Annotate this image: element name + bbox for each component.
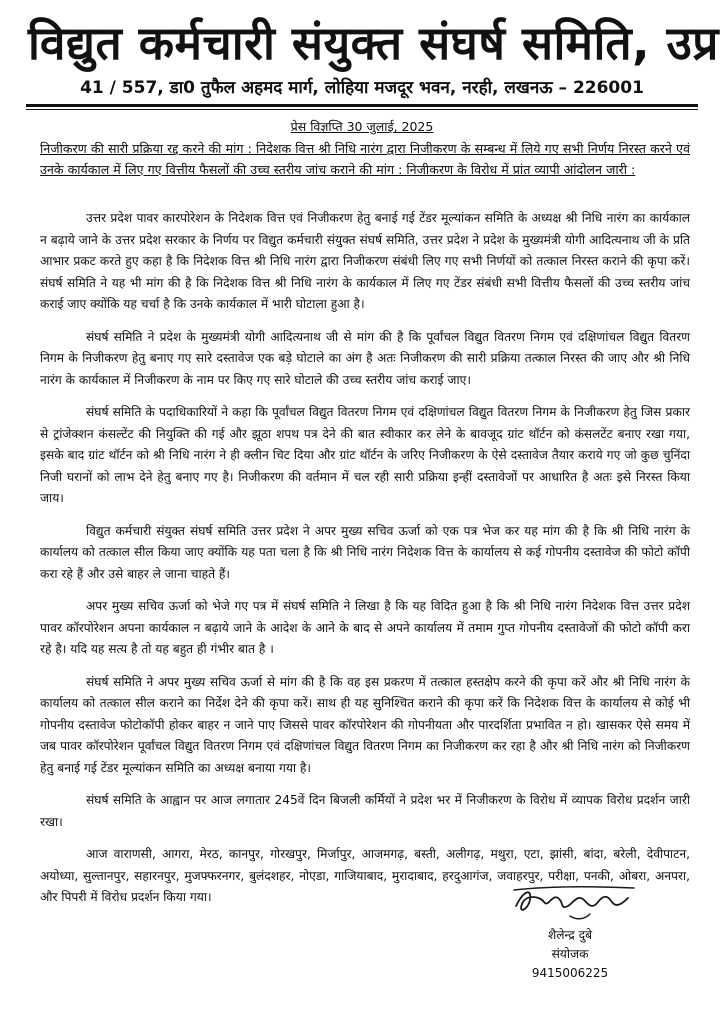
header-rule-thin (26, 109, 698, 110)
signatory-role: संयोजक (551, 947, 589, 961)
press-release-date: प्रेस विज्ञप्ति 30 जुलाई, 2025 (290, 119, 434, 134)
paragraph-7: संघर्ष समिति के आह्वान पर आज लगातार 245वें दिन बिजली कर्मियों ने प्रदेश भर में निजीकरण के विरोध में व्यापक विरोध प्रदर्शन जारी रखा। (40, 793, 690, 829)
header-rule (26, 104, 698, 107)
organization-address: 41 / 557, डा0 तुफैल अहमद मार्ग, लोहिया मजदूर भवन, नरही, लखनऊ – 226001 (80, 78, 644, 98)
paragraph-6: संघर्ष समिति ने अपर मुख्य सचिव ऊर्जा से मांग की है कि वह इस प्रकरण में तत्काल हस्तक्षेप करने की कृपा करें और श्री निधि नारंग के कार्यालय को तत्काल सील कराने का निर्देश देने की कृपा करें। साथ ही यह सुनिश्चित कराने की कृपा करें कि निदेशक वित्त के कार्यालय से कोई भी गोपनीय दस्तावेज फोटोकॉपी होकर बाहर न जाने पाए जिससे पावर कॉरपोरेशन की गोपनीयता और पारदर्शिता प्रभावित न हो। खासकर ऐसे समय में जब पावर कॉरपोरेशन पूर्वांचल विद्युत वितरण निगम एवं दक्षिणांचल विद्युत वितरण निगम का निजीकरण कर रहा है और श्री निधि नारंग को निजीकरण हेतु बनाई गई टेंडर मूल्यांकन समिति का अध्यक्ष बनाया गया है। (40, 674, 690, 775)
paragraph-4: विद्युत कर्मचारी संयुक्त संघर्ष समिति उत्तर प्रदेश ने अपर मुख्य सचिव ऊर्जा को एक पत्र भेज कर यह मांग की है कि श्री निधि नारंग के कार्यालय को तत्काल सील किया जाए क्योंकि यह पता चला है कि श्री निधि नारंग निदेशक वित्त के कार्यालय से कई गोपनीय दस्तावेज की फोटो कॉपी करा रहे हैं और उसे बाहर ले जाना चाहते हैं। (40, 523, 690, 581)
paragraph-1: उत्तर प्रदेश पावर कारपोरेशन के निदेशक वित्त एवं निजीकरण हेतु बनाई गई टेंडर मूल्यांकन समिति के अध्यक्ष श्री निधि नारंग का कार्यकाल न बढ़ाये जाने के उत्तर प्रदेश सरकार के निर्णय पर विद्युत कर्मचारी संयुक्त संघर्ष समिति, उत्तर प्रदेश ने प्रदेश के मुख्यमंत्री योगी आदित्यनाथ जी के प्रति आभार प्रकट करते हुए कहा है कि निदेशक वित्त श्री निधि नारंग द्वारा निजीकरण संबंधी लिए गए सभी निर्णयों को तत्काल निरस्त कराने की कृपा करें। संघर्ष समिति ने यह भी मांग की है कि निदेशक वित्त श्री निधि नारंग के कार्यकाल में लिए गए टेंडर संबंधी सभी वित्तीय फैसलों की उच्च स्तरीय जांच कराई जाए क्योंकि यह चर्चा है कि उनके कार्यकाल में भारी घोटाला हुआ है। (40, 211, 690, 311)
body-text (40, 208, 690, 920)
headline (40, 139, 690, 180)
paragraph-3: संघर्ष समिति के पदाधिकारियों ने कहा कि पूर्वांचल विद्युत वितरण निगम एवं दक्षिणांचल विद्युत वितरण निगम के निजीकरण हेतु जिस प्रकार से ट्रांजेक्शन कंसल्टेंट की नियुक्ति की गई और झूठा शपथ पत्र देने की बात स्वीकार कर लेने के बावजूद ग्रांट थॉर्टन को कंसलटेंट बनाए रखा गया, इसके बाद ग्रांट थॉर्टन को श्री निधि नारंग ने ही क्लीन चिट दिया और ग्रांट थॉर्टन के जरिए निजीकरण के ऐसे दस्तावेज तैयार कराये गए जो कुछ चुनिंदा निजी घरानों को लाभ देने हेतु बनाए गए है। निजीकरण की वर्तमान में चल रही सारी प्रक्रिया इन्हीं दस्तावेजों पर आधारित है अतः इसे निरस्त किया जाय। (40, 405, 690, 505)
headline-text: निजीकरण की सारी प्रक्रिया रद्द करने की मांग : निदेशक वित्त श्री निधि नारंग द्वारा निजीकरण के सम्बन्ध में लिये गए सभी निर्णय निरस्त करने एवं उनके कार्यकाल में लिए गए वित्तीय फैसलों की उच्च स्तरीय जांच कराने की मांग : निजीकरण के विरोध में प्रांत व्यापी आंदोलन जारी : (40, 141, 690, 177)
signatory-name: शैलेन्द्र दुबे (547, 928, 593, 942)
organization-name: विद्युत कर्मचारी संयुक्त संघर्ष समिति, उप्र (28, 16, 719, 70)
signatory-phone: 9415006225 (531, 966, 609, 980)
handwritten-signature (510, 876, 640, 924)
paragraph-2: संघर्ष समिति ने प्रदेश के मुख्यमंत्री योगी आदित्यनाथ जी से मांग की है कि पूर्वांचल विद्युत वितरण निगम एवं दक्षिणांचल विद्युत वितरण निगम के निजीकरण हेतु बनाए गए सारे दस्तावेज एक बड़े घोटाले का अंग है अतः निजीकरण की सारी प्रक्रिया तत्काल निरस्त की जाए और श्री निधि नारंग के कार्यकाल में निजीकरण के नाम पर किए गए सारे घोटाले की उच्च स्तरीय जांच कराई जाए। (40, 329, 690, 387)
paragraph-5: अपर मुख्य सचिव ऊर्जा को भेजे गए पत्र में संघर्ष समिति ने लिखा है कि यह विदित हुआ है कि श्री निधि नारंग निदेशक वित्त उत्तर प्रदेश पावर कॉरपोरेशन अपना कार्यकाल न बढ़ाये जाने के आदेश के आने के बाद से अपने कार्यालय में तमाम गुप्त गोपनीय दस्तावेजों की फोटो कॉपी करा रहे है। यदि यह सत्य है तो यह बहुत ही गंभीर बात है । (40, 599, 690, 656)
paragraph-8: आज वाराणसी, आगरा, मेरठ, कानपुर, गोरखपुर, मिर्जापुर, आजमगढ़, बस्ती, अलीगढ़, मथुरा, एटा, झांसी, बांदा, बरेली, देवीपाटन, अयोध्या, सुल्तानपुर, सहारनपुर, मुजफ्फरनगर, बुलंदशहर, नोएडा, गाजियाबाद, मुरादाबाद, हरदुआगंज, जवाहरपुर, परीक्षा, पनकी, ओबरा, अनपरा, और पिपरी में विरोध प्रदर्शन किया गया। (40, 847, 690, 904)
